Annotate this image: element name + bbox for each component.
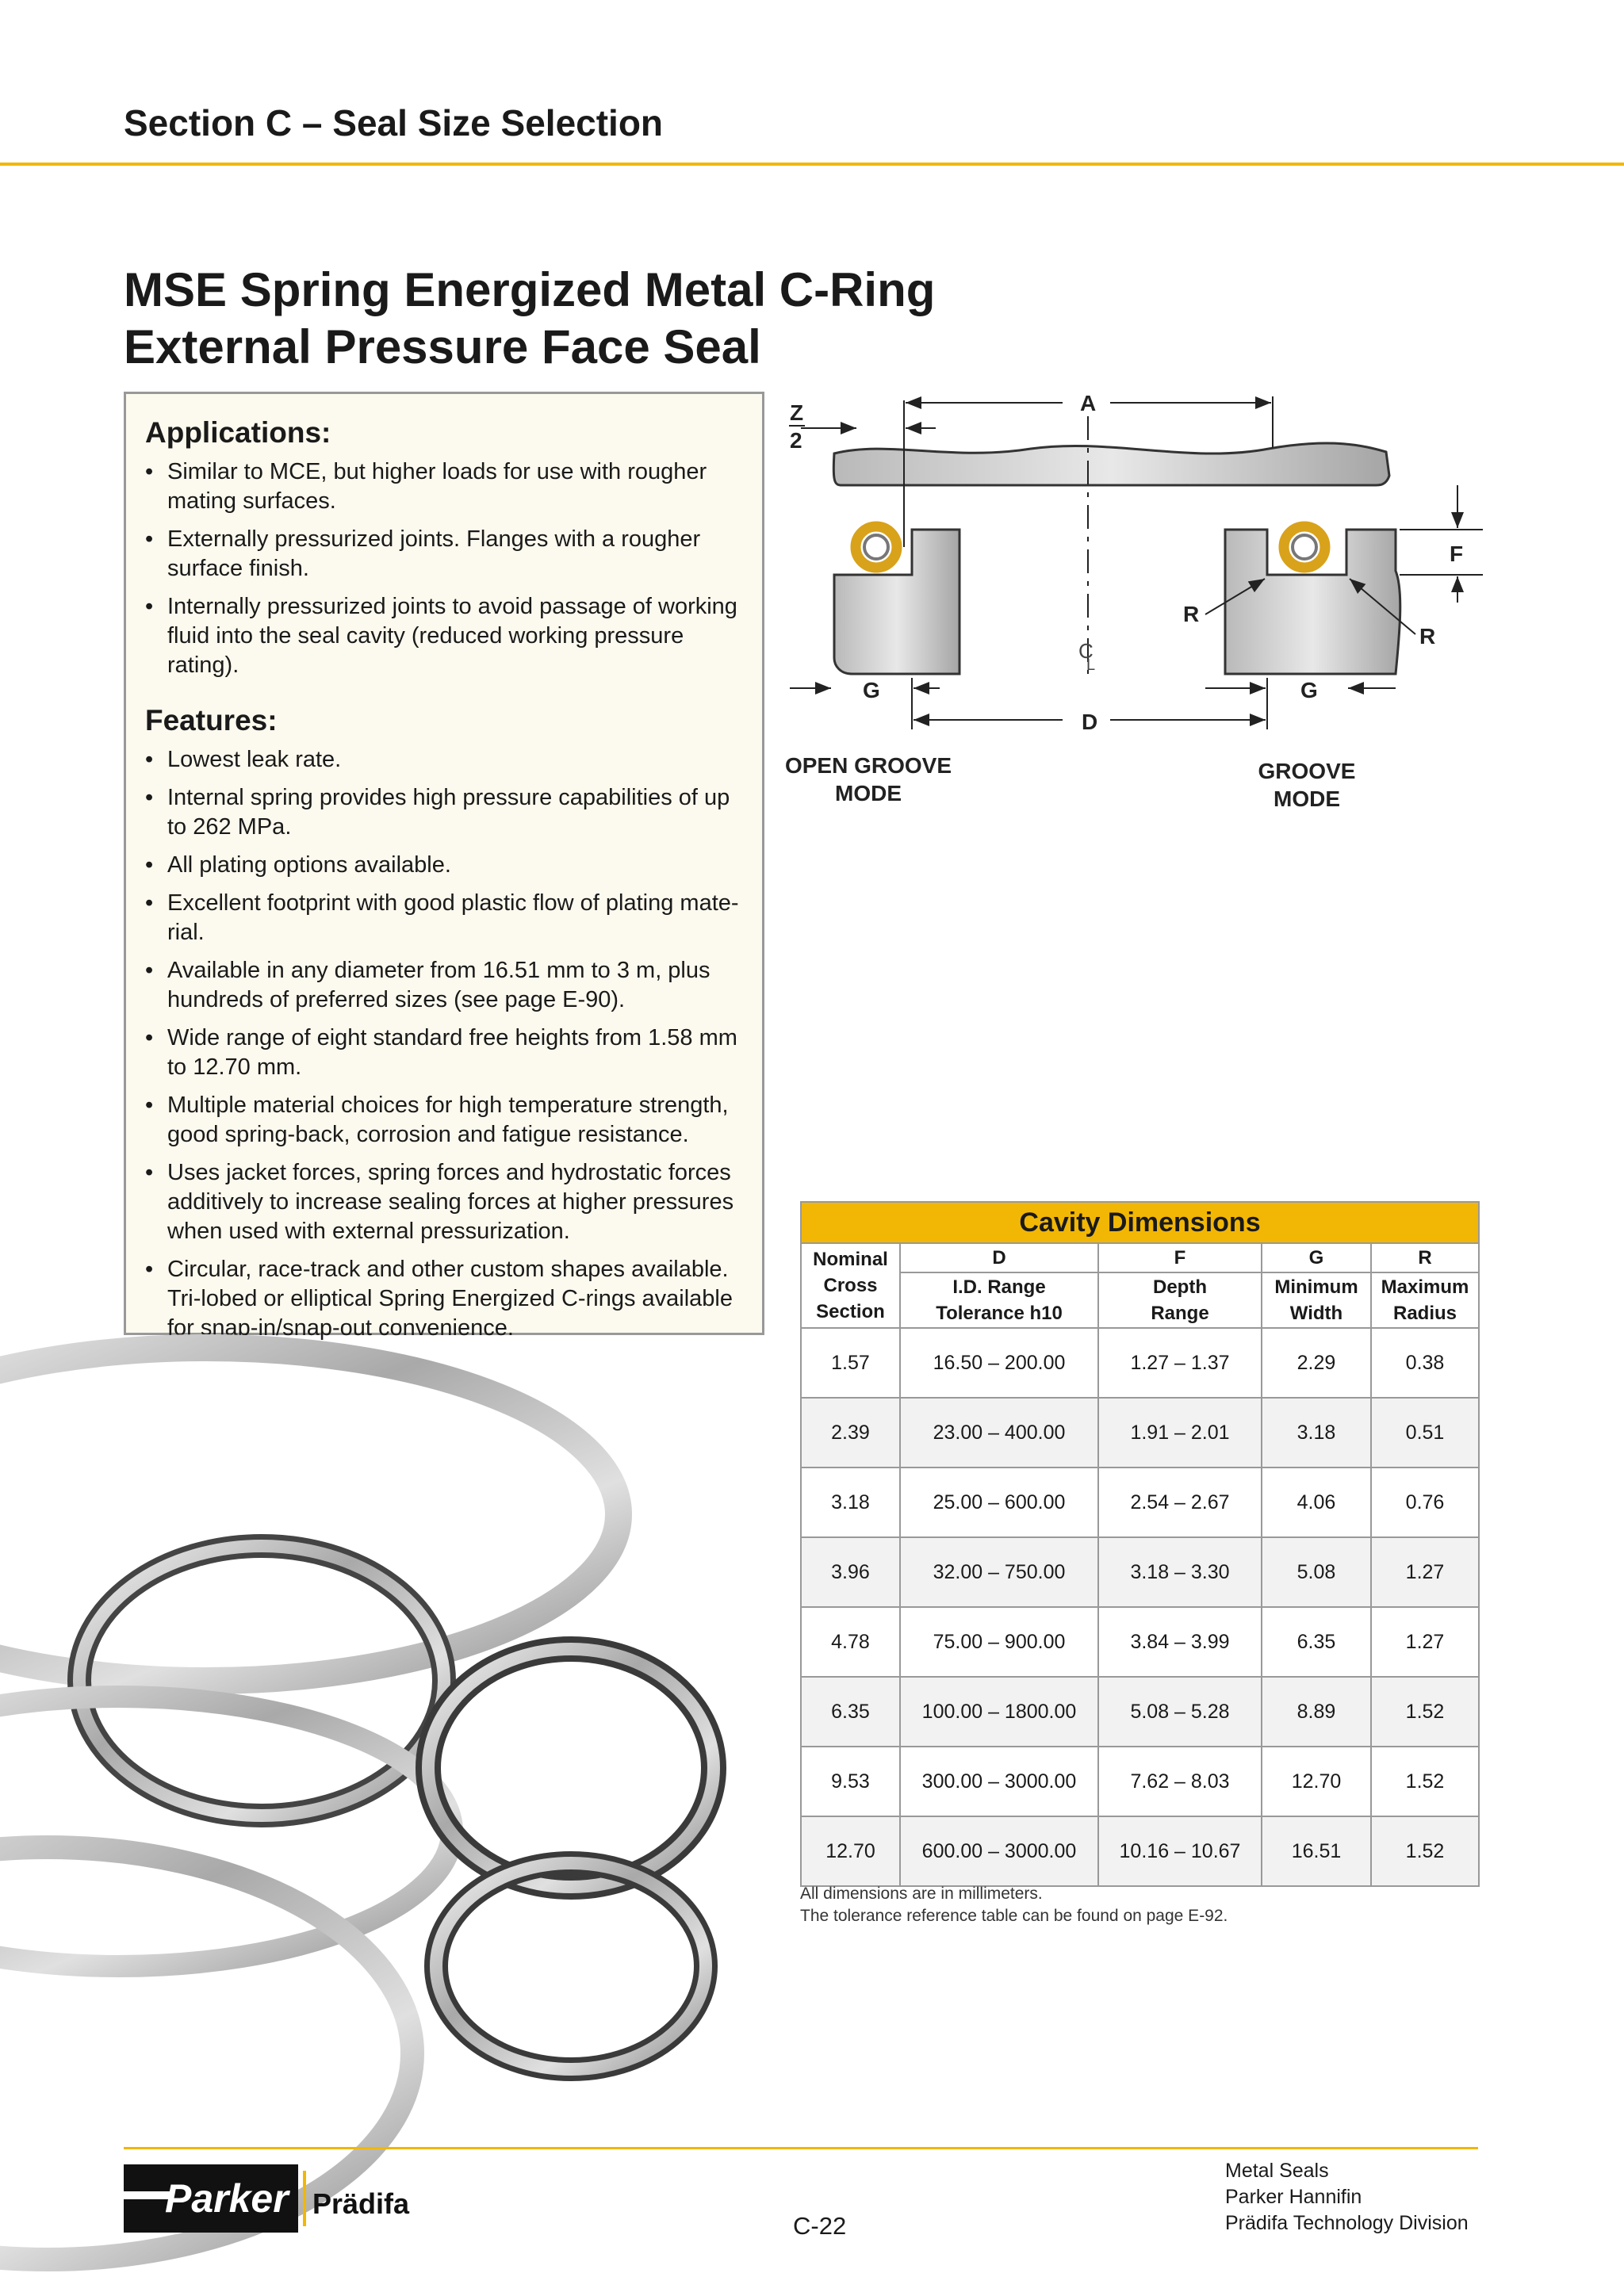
list-item: • Externally pressurized joints. Flanges with a rougher surface finish. bbox=[145, 525, 751, 584]
col-header-r: R bbox=[1371, 1243, 1479, 1272]
open-groove-label-2: MODE bbox=[835, 781, 902, 806]
r-label-right: R bbox=[1419, 624, 1436, 649]
table-row: 3.18 25.00 – 600.00 2.54 – 2.67 4.06 0.76 bbox=[801, 1468, 1479, 1537]
page-title bbox=[124, 262, 935, 376]
centerline-sub: L bbox=[1086, 656, 1096, 674]
features-list bbox=[145, 745, 751, 1343]
section-header: Section C – Seal Size Selection bbox=[124, 102, 664, 144]
col-subheader-d: I.D. Range Tolerance h10 bbox=[900, 1272, 1098, 1328]
header-rule bbox=[0, 163, 1624, 166]
r-label-left: R bbox=[1183, 602, 1200, 626]
list-item: • Multiple material choices for high temperature strength, good spring-back, corrosion and fatigue resistance. bbox=[145, 1091, 751, 1150]
list-item: • All plating options available. bbox=[145, 851, 751, 880]
col-header-d: D bbox=[900, 1243, 1098, 1272]
col-header-nominal: Nominal Cross Section bbox=[801, 1243, 900, 1328]
z-denominator: 2 bbox=[790, 428, 802, 453]
list-item: • Internally pressurized joints to avoid passage of working fluid into the seal cavity (reduced working pressure rating). bbox=[145, 592, 751, 680]
list-item: • Lowest leak rate. bbox=[145, 745, 751, 775]
centerline-label: C bbox=[1078, 639, 1094, 663]
list-item: • Uses jacket forces, spring forces and hydrostatic forces additively to increase sealing forces at higher pressures when used with external pressurization. bbox=[145, 1158, 751, 1246]
open-groove-label-1: OPEN GROOVE bbox=[784, 753, 952, 778]
groove-label-1: GROOVE bbox=[1258, 759, 1356, 783]
footer-rule bbox=[124, 2147, 1478, 2149]
table-row: 6.35 100.00 – 1800.00 5.08 – 5.28 8.89 1.52 bbox=[801, 1677, 1479, 1747]
list-item: • Similar to MCE, but higher loads for use with rougher mating surfaces. bbox=[145, 457, 751, 516]
f-label: F bbox=[1450, 541, 1464, 566]
table-notes bbox=[800, 1883, 1228, 1927]
table-row: 9.53 300.00 – 3000.00 7.62 – 8.03 12.70 1.52 bbox=[801, 1747, 1479, 1816]
list-item: • Excellent footprint with good plastic flow of plating mate-rial. bbox=[145, 889, 751, 947]
col-subheader-r: Maximum Radius bbox=[1371, 1272, 1479, 1328]
table-title: Cavity Dimensions bbox=[801, 1202, 1479, 1243]
table-row: 2.39 23.00 – 400.00 1.91 – 2.01 3.18 0.51 bbox=[801, 1398, 1479, 1468]
title-line-1: MSE Spring Energized Metal C-Ring bbox=[124, 263, 936, 316]
applications-features-box bbox=[124, 392, 764, 1341]
list-item: • Circular, race-track and other custom shapes available. Tri-lobed or elliptical Spring Energized C-rings available for snap-in/snap-out convenience. bbox=[145, 1255, 751, 1343]
list-item: • Wide range of eight standard free heights from 1.58 mm to 12.70 mm. bbox=[145, 1024, 751, 1082]
table-row: 3.96 32.00 – 750.00 3.18 – 3.30 5.08 1.27 bbox=[801, 1537, 1479, 1607]
page-number: C-22 bbox=[793, 2212, 847, 2240]
cavity-dimensions-table bbox=[800, 1201, 1478, 1887]
c-ring-left bbox=[856, 526, 897, 568]
table-row: 12.70 600.00 – 3000.00 10.16 – 10.67 16.51 1.52 bbox=[801, 1816, 1479, 1886]
groove-block bbox=[1225, 530, 1400, 674]
col-header-g: G bbox=[1262, 1243, 1371, 1272]
parker-logo bbox=[124, 2164, 410, 2233]
table-row: 1.57 16.50 – 200.00 1.27 – 1.37 2.29 0.38 bbox=[801, 1328, 1479, 1398]
product-photo bbox=[0, 1419, 761, 2133]
applications-list bbox=[145, 457, 751, 680]
note-tolerance: The tolerance reference table can be found on page E-92. bbox=[800, 1907, 1228, 1925]
title-line-2: External Pressure Face Seal bbox=[124, 320, 761, 373]
logo-text: Parker bbox=[165, 2176, 289, 2221]
note-units: All dimensions are in millimeters. bbox=[800, 1885, 1043, 1903]
top-flange bbox=[833, 443, 1389, 485]
list-item: • Available in any diameter from 16.51 mm to 3 m, plus hundreds of preferred sizes (see page E-90). bbox=[145, 956, 751, 1015]
c-ring-right bbox=[1284, 526, 1325, 568]
d-label: D bbox=[1082, 710, 1098, 734]
groove-diagram bbox=[774, 373, 1503, 817]
table-body bbox=[801, 1328, 1479, 1886]
z-label: Z bbox=[790, 400, 804, 425]
applications-heading: Applications: bbox=[145, 416, 331, 449]
g-label-left: G bbox=[863, 678, 880, 702]
g-label-right: G bbox=[1300, 678, 1318, 702]
groove-label-2: MODE bbox=[1274, 786, 1340, 811]
footer-division: Metal Seals Parker Hannifin Prädifa Technology Division bbox=[1225, 2160, 1469, 2234]
a-label: A bbox=[1080, 391, 1097, 415]
features-heading: Features: bbox=[145, 704, 278, 737]
col-subheader-g: Minimum Width bbox=[1262, 1272, 1371, 1328]
logo-sub: Prädifa bbox=[312, 2187, 410, 2220]
list-item: • Internal spring provides high pressure capabilities of up to 262 MPa. bbox=[145, 783, 751, 842]
table-row: 4.78 75.00 – 900.00 3.84 – 3.99 6.35 1.27 bbox=[801, 1607, 1479, 1677]
col-header-f: F bbox=[1098, 1243, 1262, 1272]
col-subheader-f: Depth Range bbox=[1098, 1272, 1262, 1328]
